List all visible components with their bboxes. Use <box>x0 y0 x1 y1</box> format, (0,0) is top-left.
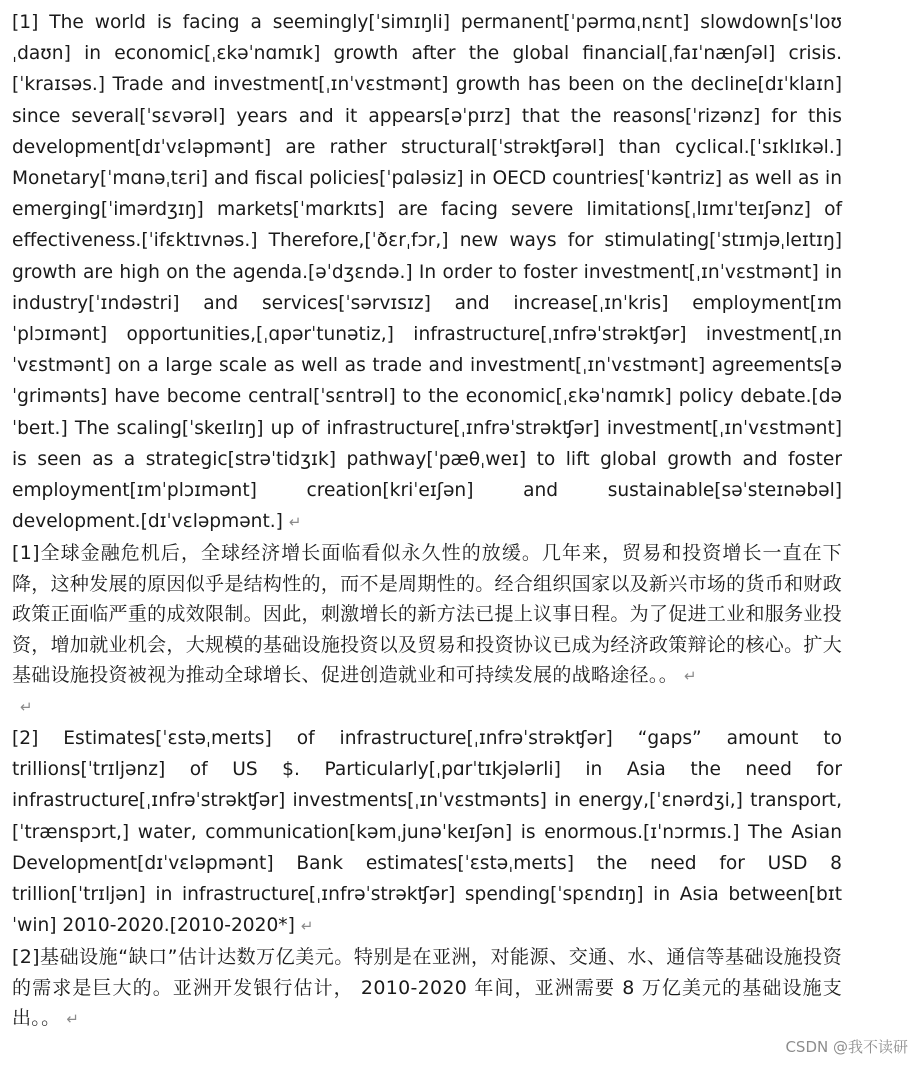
paragraph-mark-icon: ↵ <box>288 513 302 532</box>
watermark: CSDN @我不读研 <box>785 1038 908 1056</box>
paragraph-mark-icon: ↵ <box>300 917 314 936</box>
paragraph-1-english <box>12 7 842 538</box>
paragraph-2-english-text: [2] Estimates[ˈɛstəˌmeɪts] of infrastructure[ˌɪnfrəˈstrəkʧər] “gaps” amount to trillions[ˈtrɪljənz] of US $. Particularly[ˌpɑrˈtɪkjələrli] in Asia the need for infrastructure[ˌɪnfrəˈstrəkʧər] investments[ˌɪnˈvɛstmənts] in energy,[ˈɛnərdʒi,] transport,[ˈtrænspɔrt,] water, communication[kəmˌjunəˈkeɪʃən] is enormous.[ɪˈnɔrmɪs.] The Asian Development[dɪˈvɛləpmənt] Bank estimates[ˈɛstəˌmeɪts] the need for USD 8 trillion[ˈtrɪljən] in infrastructure[ˌɪnfrəˈstrəkʧər] spending[ˈspɛndɪŋ] in Asia between[bɪtˈwin] 2010-2020.[2010-2020*] <box>12 727 842 937</box>
paragraph-1-chinese-text: [1]全球金融危机后，全球经济增长面临看似永久性的放缓。几年来，贸易和投资增长一直在下降，这种发展的原因似乎是结构性的，而不是周期性的。经合组织国家以及新兴市场的货币和财政政策正面临严重的成效限制。因此，刺激增长的新方法已提上议事日程。为了促进工业和服务业投资，增加就业机会，大规模的基础设施投资以及贸易和投资协议已成为经济政策辩论的核心。扩大基础设施投资被视为推动全球增长、促进创造就业和可持续发展的战略途径。。 <box>12 542 842 687</box>
paragraph-mark-icon: ↵ <box>684 667 697 686</box>
paragraph-2-chinese-text: [2]基础设施“缺口”估计达数万亿美元。特别是在亚洲，对能源、交通、水、通信等基础设施投资的需求是巨大的。亚洲开发银行估计， 2010-2020 年间，亚洲需要 8 万亿美元的基础设施支出。。 <box>12 946 842 1030</box>
paragraph-2-chinese <box>12 942 842 1035</box>
document-body <box>12 7 842 1035</box>
paragraph-mark-icon: ↵ <box>66 1010 80 1029</box>
empty-paragraph <box>12 692 842 723</box>
paragraph-1-chinese <box>12 538 842 692</box>
paragraph-1-english-text: [1] The world is facing a seemingly[ˈsimɪŋli] permanent[ˈpərmɑˌnɛnt] slowdown[sˈloʊˌdaʊn] in economic[ˌɛkəˈnɑmɪk] growth after the global financial[ˌfaɪˈnænʃəl] crisis.[ˈkraɪsəs.] Trade and investment[ˌɪnˈvɛstmənt] growth has been on the decline[dɪˈklaɪn] since several[ˈsɛvərəl] years and it appears[əˈpɪrz] that the reasons[ˈrizənz] for this development[dɪˈvɛləpmənt] are rather structural[ˈstrəkʧərəl] than cyclical.[ˈsɪklɪkəl.] Monetary[ˈmɑnəˌtɛri] and fiscal policies[ˈpɑləsiz] in OECD countries[ˈkəntriz] as well as in emerging[ˈimərdʒɪŋ] markets[ˈmɑrkɪts] are facing severe limitations[ˌlɪmɪˈteɪʃənz] of effectiveness.[ˈifɛktɪvnəs.] Therefore,[ˈðɛrˌfɔr,] new ways for stimulating[ˈstɪmjəˌleɪtɪŋ] growth are high on the agenda.[əˈdʒɛndə.] In order to foster investment[ˌɪnˈvɛstmənt] in industry[ˈɪndəstri] and services[ˈsərvɪsɪz] and increase[ˌɪnˈkris] employment[ɪmˈplɔɪmənt] opportunities,[ˌɑpərˈtunətiz,] infrastructure[ˌɪnfrəˈstrəkʧər] investment[ˌɪnˈvɛstmənt] on a large scale as well as trade and investment[ˌɪnˈvɛstmənt] agreements[əˈgrimənts] have become central[ˈsɛntrəl] to the economic[ˌɛkəˈnɑmɪk] policy debate.[dəˈbeɪt.] The scaling[ˈskeɪlɪŋ] up of infrastructure[ˌɪnfrəˈstrəkʧər] investment[ˌɪnˈvɛstmənt] is seen as a strategic[strəˈtidʒɪk] pathway[ˈpæθˌweɪ] to lift global growth and foster employment[ɪmˈplɔɪmənt] creation[kriˈeɪʃən] and sustainable[səˈsteɪnəbəl] development.[dɪˈvɛləpmənt.] <box>12 12 842 533</box>
paragraph-mark-icon: ↵ <box>20 697 33 716</box>
paragraph-2-english <box>12 723 842 942</box>
